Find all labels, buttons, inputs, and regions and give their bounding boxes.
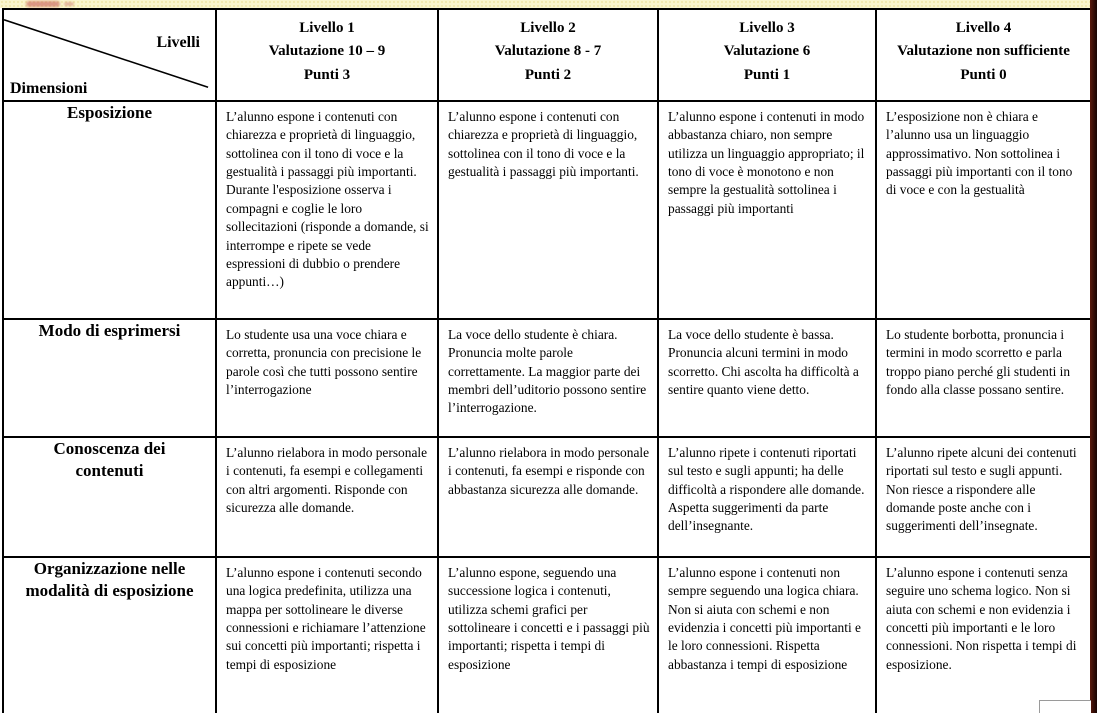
- cell-organizzazione-livello-2: L’alunno espone, seguendo una successione logica i contenuti, utilizza schemi grafici per sottolineare i concetti e i passaggi più importanti; rispetta i tempi di esposizione: [438, 557, 658, 713]
- cell-esposizione-livello-1: L’alunno espone i contenuti con chiarezza e proprietà di linguaggio, sottolinea con il tono di voce e la gestualità i passaggi più importanti. Durante l'esposizione osserva i compagni e coglie le loro sollecitazioni (risponde a domande, si interrompe e ripete se vede espressioni di dubbio o prendere appunti…): [216, 101, 438, 319]
- cell-esposizione-livello-2: L’alunno espone i contenuti con chiarezza e proprietà di linguaggio, sottolinea con il tono di voce e la gestualità i passaggi più importanti.: [438, 101, 658, 319]
- cell-conoscenza-livello-3: L’alunno ripete i contenuti riportati sul testo e sugli appunti; ha delle difficoltà a rispondere alle domande. Aspetta suggerimenti da parte dell’insegnante.: [658, 437, 876, 557]
- cell-conoscenza-livello-4: L’alunno ripete alcuni dei contenuti riportati sul testo e sugli appunti. Non riesce a rispondere alle domande poste anche con i suggerimenti dell’insegnate.: [876, 437, 1091, 557]
- column-header-livello-4: [876, 9, 1091, 101]
- header-line: Valutazione 8 - 7: [494, 43, 602, 60]
- header-line: Livello 1: [299, 20, 355, 36]
- header-line: Valutazione 6: [723, 43, 811, 60]
- header-line: Livello 2: [520, 20, 576, 36]
- row-conoscenza-dei-contenuti: [3, 437, 1091, 557]
- corner-label-dimensioni: Dimensioni: [10, 80, 88, 97]
- column-header-livello-2: [438, 9, 658, 101]
- row-modo-di-esprimersi: [3, 319, 1091, 437]
- dimension-label-conoscenza: Conoscenza dei contenuti: [3, 437, 216, 557]
- dimension-label-modo-di-esprimersi: Modo di esprimersi: [3, 319, 216, 437]
- header-line: Valutazione non sufficiente: [897, 43, 1070, 60]
- header-line: Valutazione 10 – 9: [268, 43, 386, 60]
- cell-modo-livello-3: La voce dello studente è bassa. Pronuncia alcuni termini in modo scorretto. Chi ascolta ha difficoltà a sentire quanto viene detto.: [658, 319, 876, 437]
- dimension-label-esposizione: Esposizione: [3, 101, 216, 319]
- top-highlight-strip: [0, 0, 1097, 8]
- corner-cell: [3, 9, 216, 101]
- column-header-livello-1: [216, 9, 438, 101]
- cell-modo-livello-4: Lo studente borbotta, pronuncia i termini in modo scorretto e parla troppo piano perché gli studenti in fondo alla classe possano sentire.: [876, 319, 1091, 437]
- cell-modo-livello-1: Lo studente usa una voce chiara e corretta, pronuncia con precisione le parole così che tutti possono sentire l’interrogazione: [216, 319, 438, 437]
- row-organizzazione: [3, 557, 1091, 713]
- cell-modo-livello-2: La voce dello studente è chiara. Pronuncia molte parole correttamente. La maggior parte dei membri dell’uditorio possono sentire l’interrogazione.: [438, 319, 658, 437]
- header-line: Punti 3: [303, 66, 351, 83]
- header-line: Punti 2: [524, 66, 572, 83]
- cell-esposizione-livello-3: L’alunno espone i contenuti in modo abbastanza chiaro, non sempre utilizza un linguaggio appropriato; il tono di voce è monotono e non sempre la gestualità sottolinea i passaggi più importanti: [658, 101, 876, 319]
- faded-ink-mark: [26, 1, 60, 7]
- faded-ink-mark: [64, 2, 74, 6]
- header-line: Punti 0: [960, 66, 1007, 83]
- bottom-right-box: [1039, 700, 1091, 713]
- right-edge-bar: [1090, 0, 1097, 713]
- cell-esposizione-livello-4: L’esposizione non è chiara e l’alunno usa un linguaggio approssimativo. Non sottolinea i passaggi più importanti con il tono di voce e con la gestualità: [876, 101, 1091, 319]
- column-header-livello-3: [658, 9, 876, 101]
- row-esposizione: [3, 101, 1091, 319]
- header-line: Livello 3: [739, 20, 795, 36]
- header-line: Livello 4: [955, 20, 1012, 36]
- cell-conoscenza-livello-1: L’alunno rielabora in modo personale i contenuti, fa esempi e collegamenti con altri argomenti. Risponde con sicurezza alle domande.: [216, 437, 438, 557]
- rubric-table: [2, 8, 1092, 713]
- cell-conoscenza-livello-2: L’alunno rielabora in modo personale i contenuti, fa esempi e risponde con abbastanza sicurezza alle domande.: [438, 437, 658, 557]
- cell-organizzazione-livello-1: L’alunno espone i contenuti secondo una logica predefinita, utilizza una mappa per sottolineare le diverse connessioni e richiamare l’attenzione sui concetti più importanti; rispetta i tempi di esposizione: [216, 557, 438, 713]
- dimension-label-organizzazione: Organizzazione nelle modalità di esposizione: [3, 557, 216, 713]
- cell-organizzazione-livello-3: L’alunno espone i contenuti non sempre seguendo una logica chiara. Non si aiuta con schemi e non evidenzia i concetti più importanti e le loro connessioni. Rispetta abbastanza i tempi di esposizione: [658, 557, 876, 713]
- header-line: Punti 1: [743, 66, 791, 83]
- corner-label-livelli: Livelli: [156, 34, 200, 51]
- header-row: [3, 9, 1091, 101]
- cell-organizzazione-livello-4: L’alunno espone i contenuti senza seguire uno schema logico. Non si aiuta con schemi e non evidenzia i concetti più importanti e le loro connessioni. Non rispetta i tempi di esposizione.: [876, 557, 1091, 713]
